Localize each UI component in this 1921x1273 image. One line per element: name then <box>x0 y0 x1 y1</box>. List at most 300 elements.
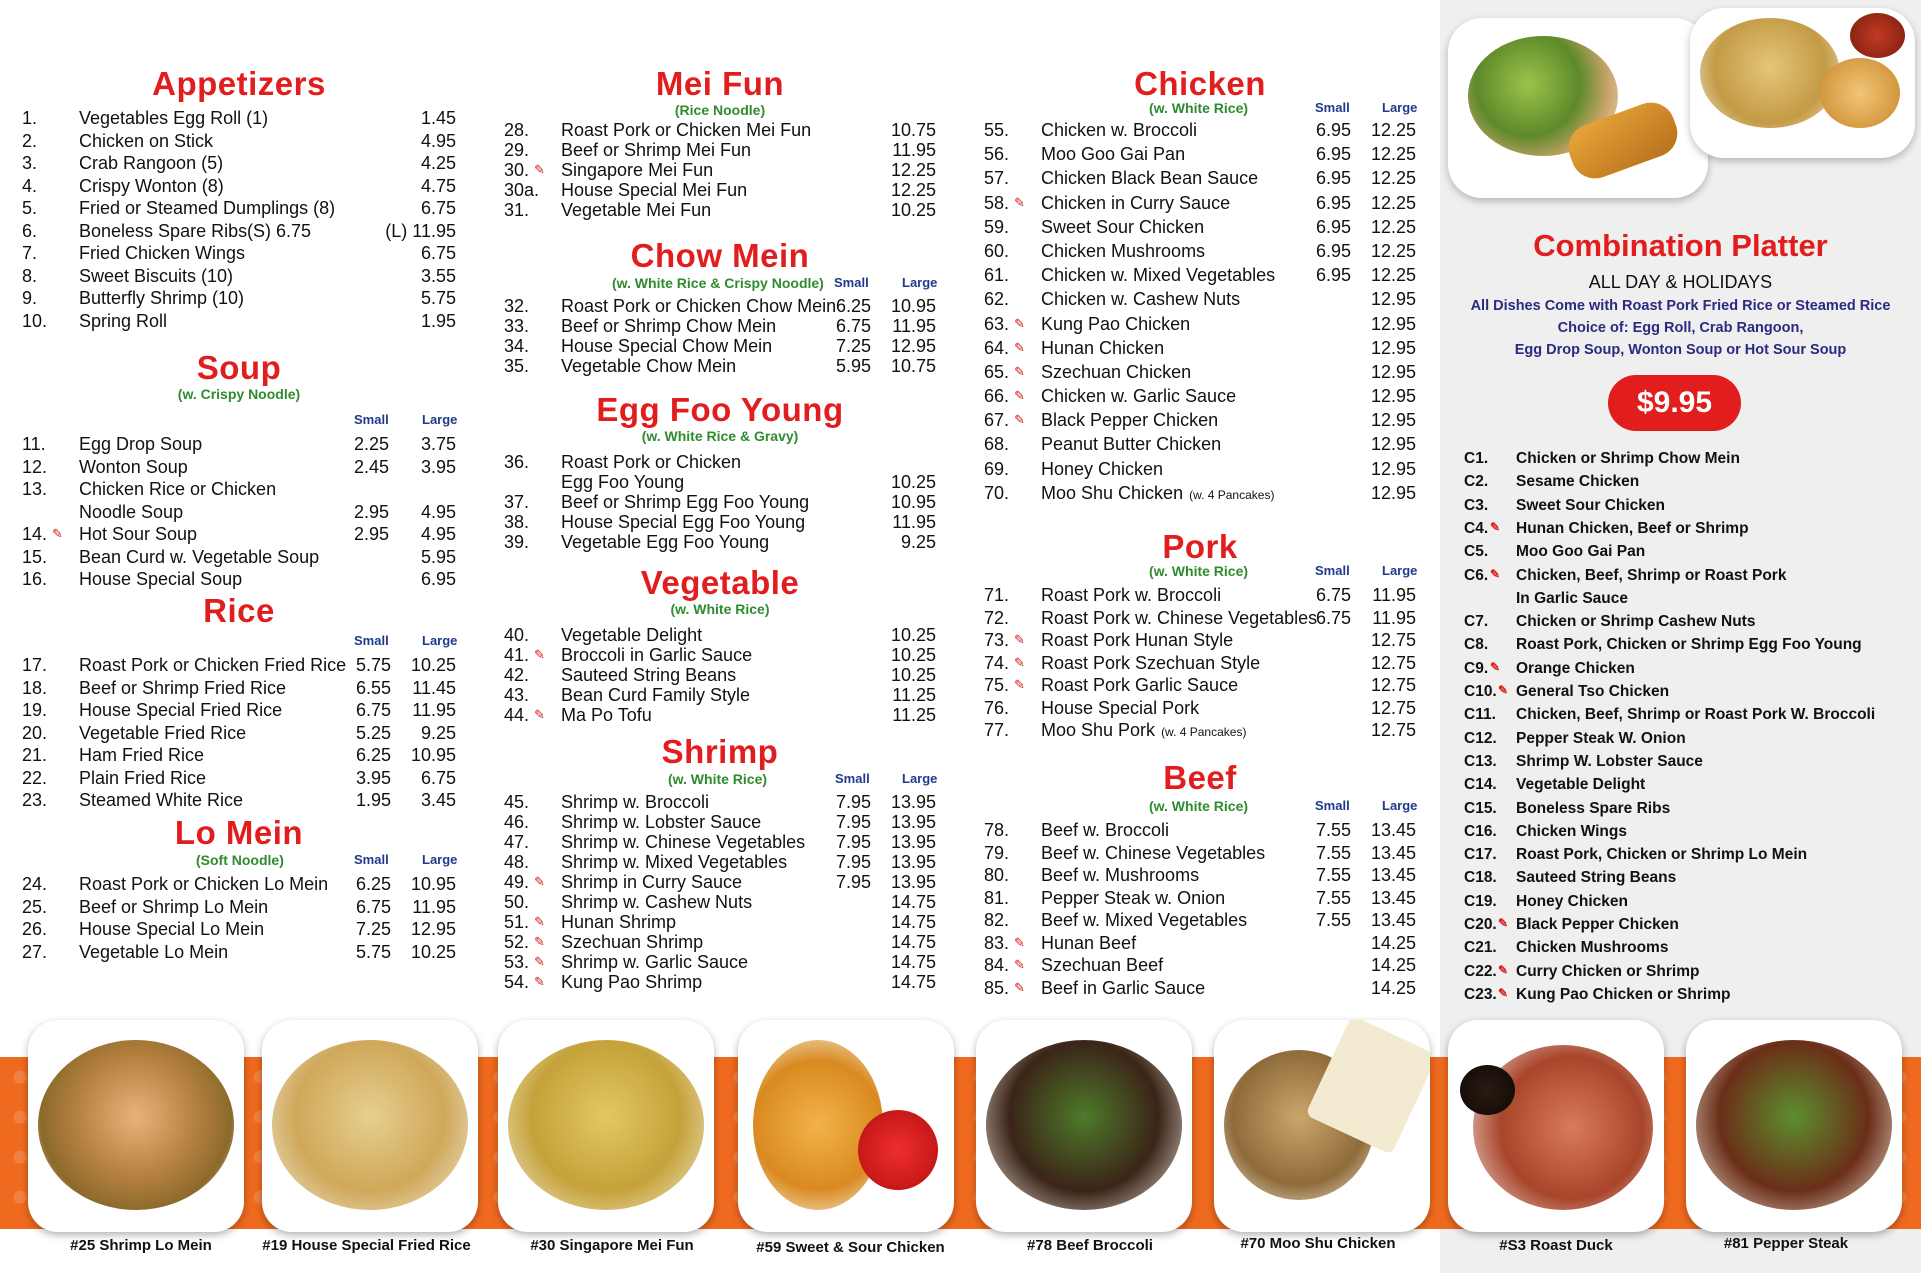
price-small: 6.95 <box>1316 216 1352 237</box>
item-name: Hunan Beef <box>1041 932 1137 953</box>
item-number: 80. <box>984 865 1010 885</box>
item-number: 52. <box>504 932 530 952</box>
chili-pepper-icon: ✎ <box>1014 412 1025 428</box>
item-name: Singapore Mei Fun <box>561 160 714 180</box>
item-number: 5. <box>22 198 38 218</box>
menu-item <box>984 909 1416 932</box>
item-number: 82. <box>984 910 1010 930</box>
menu-item <box>22 523 456 546</box>
price-small: 7.55 <box>1316 842 1352 863</box>
combo-name: General Tso Chicken <box>1516 683 1670 700</box>
large-label: Large <box>1382 798 1418 813</box>
menu-item <box>984 384 1416 408</box>
menu-item <box>504 792 936 812</box>
section-soup <box>22 350 456 591</box>
price-large: 12.95 <box>1370 337 1416 358</box>
menu-item <box>984 697 1416 720</box>
price-large: 12.25 <box>1370 144 1416 165</box>
item-name: Chicken Mushrooms <box>1041 240 1206 261</box>
item-number: 57. <box>984 168 1010 189</box>
menu-item <box>984 932 1416 955</box>
price-large: 10.75 <box>890 120 936 140</box>
item-number: 75. <box>984 675 1010 695</box>
price-large: 1.45 <box>420 108 456 128</box>
price-large: 10.25 <box>890 625 936 645</box>
size-header <box>22 633 456 648</box>
combo-name: Chicken or Shrimp Chow Mein <box>1516 450 1740 467</box>
item-name: Crab Rangoon (5) <box>79 153 224 173</box>
price-large: 10.25 <box>890 472 936 492</box>
item-number: 26. <box>22 919 48 939</box>
price-small: 6.75 <box>1316 585 1352 605</box>
combo-note-2: Choice of: Egg Roll, Crab Rangoon, <box>1557 320 1804 336</box>
item-name: Szechuan Shrimp <box>561 932 704 952</box>
menu-item <box>22 568 456 591</box>
item-number: 11. <box>22 434 46 454</box>
menu-item <box>504 316 936 336</box>
combo-code: C21. <box>1464 939 1497 957</box>
price-large: 14.75 <box>890 892 936 912</box>
photo-moo-shu-chicken <box>1214 1020 1430 1232</box>
chili-pepper-icon: ✎ <box>52 526 63 541</box>
menu-item <box>504 972 936 992</box>
price-large: 13.45 <box>1370 820 1416 840</box>
combo-name: Kung Pao Chicken or Shrimp <box>1516 985 1731 1003</box>
item-number: 20. <box>22 722 48 743</box>
price-small: 6.95 <box>1316 120 1352 140</box>
price-large: 3.75 <box>420 434 456 454</box>
item-list <box>984 584 1416 742</box>
price-small: 7.55 <box>1316 865 1352 885</box>
combo-name: Hunan Chicken, Beef or Shrimp <box>1516 519 1749 537</box>
price-large: 12.95 <box>1370 313 1416 334</box>
price-large: 12.95 <box>1370 386 1416 407</box>
section-title: Chicken <box>1134 65 1266 102</box>
price-small: 7.95 <box>836 832 872 852</box>
item-number: 66. <box>984 386 1010 407</box>
item-name: Kung Pao Chicken <box>1041 313 1191 334</box>
food-sweet-sour-sauce <box>858 1110 938 1190</box>
menu-item <box>984 954 1416 977</box>
section-subtitle: (w. White Rice & Gravy) <box>641 428 799 444</box>
combo-name: Pepper Steak W. Onion <box>1516 729 1686 747</box>
menu-item <box>984 584 1416 607</box>
menu-item <box>984 652 1416 675</box>
menu-item <box>22 918 456 941</box>
price-small: 2.95 <box>354 501 390 522</box>
menu-item <box>504 705 936 725</box>
price-large: 5.95 <box>420 546 456 567</box>
price-large: 6.75 <box>420 243 456 263</box>
price-large: 12.75 <box>1370 720 1416 740</box>
price-large: 14.75 <box>890 932 936 952</box>
price-small: 6.25 <box>356 874 392 894</box>
item-name: Chicken w. Cashew Nuts <box>1041 289 1241 310</box>
menu-item <box>504 932 936 952</box>
item-number: 74. <box>984 652 1010 673</box>
item-number: 25. <box>22 896 48 917</box>
price-small: 6.95 <box>1316 144 1352 165</box>
item-name: Fried or Steamed Dumplings (8) <box>79 198 336 218</box>
price-small: 2.95 <box>354 524 390 544</box>
item-name: Egg Foo Young <box>561 472 685 492</box>
item-number: 35. <box>504 356 530 376</box>
price-large: 4.95 <box>420 130 456 151</box>
item-number: 8. <box>22 265 38 286</box>
menu-item <box>504 180 936 200</box>
price-small: 6.95 <box>1316 192 1352 213</box>
price-small: 6.25 <box>836 296 872 316</box>
item-name: Ma Po Tofu <box>561 705 652 725</box>
menu-item <box>22 152 456 175</box>
price-large: 10.25 <box>410 655 456 675</box>
item-name: Roast Pork or Chicken <box>561 452 742 472</box>
price-large: 13.45 <box>1370 865 1416 885</box>
item-name: Fried Chicken Wings <box>79 243 246 263</box>
price-large: 10.95 <box>890 296 936 316</box>
chili-pepper-icon: ✎ <box>1014 934 1025 950</box>
combo-code: C10. <box>1464 683 1497 700</box>
item-name: Broccoli in Garlic Sauce <box>561 645 753 665</box>
price-small: 6.75 <box>356 896 392 917</box>
combo-code: C15. <box>1464 799 1497 817</box>
item-number: 17. <box>22 655 48 675</box>
chili-pepper-icon: ✎ <box>1014 979 1025 995</box>
item-list <box>504 120 936 220</box>
price-large: 12.95 <box>410 919 456 939</box>
item-name: House Special Chow Mein <box>561 336 773 356</box>
size-header <box>22 412 456 427</box>
price-large: 11.25 <box>892 685 936 705</box>
combo-code: C19. <box>1464 892 1497 910</box>
section-title: Lo Mein <box>174 814 304 851</box>
price-large: 3.95 <box>420 456 456 477</box>
item-number: 63. <box>984 313 1010 334</box>
menu-item <box>22 722 456 745</box>
section-title: Vegetable <box>640 564 800 601</box>
item-list <box>22 873 456 963</box>
item-name: House Special Pork <box>1041 697 1200 718</box>
chili-pepper-icon: ✎ <box>1498 985 1509 1000</box>
price-large: 11.95 <box>892 140 936 160</box>
combo-name: Roast Pork, Chicken or Shrimp Egg Foo Young <box>1516 636 1862 654</box>
combo-code: C8. <box>1464 636 1489 654</box>
menu-item <box>504 812 936 832</box>
item-list <box>984 819 1416 999</box>
item-number: 12. <box>22 456 48 477</box>
item-number: 47. <box>504 832 530 852</box>
menu-item <box>22 242 456 265</box>
item-name-wrap <box>1041 719 1246 744</box>
item-number: 37. <box>504 492 530 512</box>
menu-item <box>984 629 1416 652</box>
large-label: Large <box>422 852 458 867</box>
item-number: 42. <box>504 665 530 685</box>
item-list <box>504 296 936 376</box>
price-large: 14.25 <box>1370 955 1416 975</box>
item-number: 53. <box>504 952 530 972</box>
item-number: 56. <box>984 144 1010 165</box>
price-large: 13.95 <box>890 812 936 832</box>
item-number: 33. <box>504 316 530 336</box>
item-list <box>22 107 456 332</box>
price-small: 6.25 <box>356 745 392 765</box>
pork-subtitle: (w. White Rice) <box>1149 563 1249 579</box>
section-chowmein <box>504 238 936 376</box>
menu-item <box>984 336 1416 360</box>
price-large: 11.95 <box>1372 607 1416 628</box>
item-number: 30. <box>504 160 530 180</box>
item-name: House Special Fried Rice <box>79 700 283 720</box>
price-large: 12.95 <box>1370 410 1416 431</box>
small-label: Small <box>354 633 389 648</box>
combo-name: Roast Pork, Chicken or Shrimp Lo Mein <box>1516 846 1808 864</box>
combo-code: C17. <box>1464 846 1497 864</box>
menu-item <box>504 892 936 912</box>
price-small: 2.25 <box>354 434 390 454</box>
combo-name: Chicken Mushrooms <box>1516 939 1669 957</box>
price-large: 11.95 <box>412 896 456 917</box>
item-name: House Special Egg Foo Young <box>561 512 806 532</box>
caption: #81 Pepper Steak <box>1723 1235 1849 1252</box>
item-number: 40. <box>504 625 530 645</box>
price-small: 6.75 <box>836 316 872 336</box>
price-large: 10.25 <box>890 665 936 685</box>
combo-code: C1. <box>1464 450 1489 467</box>
item-number: 36. <box>504 452 530 472</box>
size-header <box>22 852 456 867</box>
combo-name: Black Pepper Chicken <box>1516 916 1679 933</box>
menu-item <box>984 887 1416 910</box>
item-number: 58. <box>984 192 1010 213</box>
combo-code: C12. <box>1464 729 1497 747</box>
item-number: 18. <box>22 677 48 698</box>
item-name: Roast Pork Garlic Sauce <box>1041 675 1239 695</box>
section-meifun <box>504 66 936 220</box>
section-rice <box>22 593 456 812</box>
item-name: Shrimp in Curry Sauce <box>561 872 743 892</box>
food-singapore-mei-fun <box>508 1040 704 1210</box>
price-large: 12.25 <box>1370 192 1416 213</box>
chili-pepper-icon: ✎ <box>534 974 545 989</box>
price-small: 7.55 <box>1316 820 1352 840</box>
menu-item <box>504 852 936 872</box>
menu-item <box>22 130 456 153</box>
section-appetizers <box>22 66 456 332</box>
item-name: Kung Pao Shrimp <box>561 972 703 992</box>
combo-name: Chicken, Beef, Shrimp or Roast Pork <box>1516 566 1787 584</box>
caption: #59 Sweet & Sour Chicken <box>756 1239 945 1256</box>
section-lomein <box>22 815 456 963</box>
price-small: 7.95 <box>836 852 872 872</box>
menu-item <box>22 107 456 130</box>
menu-item <box>22 699 456 722</box>
section-subtitle: (Rice Noodle) <box>674 102 766 118</box>
price-small: 6.95 <box>1316 168 1352 189</box>
caption: #S3 Roast Duck <box>1499 1237 1613 1254</box>
menu-item <box>984 607 1416 630</box>
item-number: 16. <box>22 569 48 589</box>
price-large: 12.25 <box>1370 240 1416 261</box>
item-number: 65. <box>984 361 1010 382</box>
item-number: 39. <box>504 532 530 552</box>
item-number: 59. <box>984 216 1010 237</box>
item-number: 43. <box>504 685 530 705</box>
small-label: Small <box>1315 100 1350 115</box>
price-badge: $9.95 <box>1608 375 1741 431</box>
chili-pepper-icon: ✎ <box>1490 659 1501 674</box>
menu-item <box>22 546 456 569</box>
item-name: Roast Pork w. Broccoli <box>1041 585 1222 605</box>
item-number: 44. <box>504 705 530 725</box>
menu-item <box>22 677 456 700</box>
section-title: Rice <box>203 592 275 629</box>
combo-code: C16. <box>1464 822 1497 840</box>
photo-sweet-sour-chicken <box>738 1020 954 1232</box>
chili-pepper-icon: ✎ <box>1014 315 1025 331</box>
price-large: 13.95 <box>890 872 936 892</box>
menu-item <box>22 265 456 288</box>
combo-code: C18. <box>1464 869 1497 887</box>
chili-pepper-icon: ✎ <box>1014 339 1025 355</box>
price-large: 9.25 <box>900 532 936 552</box>
item-name: Chicken Rice or Chicken <box>79 479 277 499</box>
chili-pepper-icon: ✎ <box>534 954 545 969</box>
chili-pepper-icon: ✎ <box>1014 363 1025 379</box>
photo-shrimp-lo-mein <box>28 1020 244 1232</box>
caption: #30 Singapore Mei Fun <box>530 1237 694 1254</box>
item-number: 78. <box>984 820 1010 840</box>
price-large: 4.75 <box>420 175 456 196</box>
item-number: 4. <box>22 175 38 196</box>
item-name: Chicken on Stick <box>79 130 214 151</box>
price-small: 6.55 <box>356 677 392 698</box>
price-large: 11.95 <box>412 700 456 720</box>
combo-code: C3. <box>1464 496 1489 514</box>
price-small: 7.25 <box>356 919 392 939</box>
caption: #78 Beef Broccoli <box>1027 1237 1153 1254</box>
menu-item <box>504 140 936 160</box>
section-eggfoo <box>504 392 936 552</box>
price-large: 14.75 <box>890 912 936 932</box>
price-large: 14.75 <box>890 952 936 972</box>
price-large: 12.95 <box>890 336 936 356</box>
item-name: House Special Mei Fun <box>561 180 748 200</box>
menu-item <box>504 872 936 892</box>
item-number: 49. <box>504 872 530 892</box>
item-name: Vegetables Egg Roll (1) <box>79 108 269 128</box>
menu-item <box>504 912 936 932</box>
menu-item <box>984 819 1416 842</box>
menu-item <box>22 744 456 767</box>
item-number: 27. <box>22 941 48 962</box>
price-large: 6.75 <box>420 198 456 218</box>
item-name: Moo Shu Pork <box>1041 720 1156 740</box>
item-note: (w. 4 Pancakes) <box>1161 725 1247 739</box>
food-crab-rangoon <box>1820 58 1900 128</box>
price-large: 12.25 <box>1370 216 1416 237</box>
chili-pepper-icon: ✎ <box>1014 388 1025 404</box>
item-number: 83. <box>984 932 1010 953</box>
price-large: 11.95 <box>892 512 936 532</box>
item-number: 15. <box>22 546 48 567</box>
price-large: 4.95 <box>420 501 456 522</box>
item-number: 19. <box>22 700 48 720</box>
price-small: 7.95 <box>836 792 872 812</box>
price-large: 12.75 <box>1370 652 1416 673</box>
item-name: Beef w. Mushrooms <box>1041 865 1200 885</box>
chili-pepper-icon: ✎ <box>1014 677 1025 692</box>
size-header <box>984 563 1416 578</box>
section-title: Egg Foo Young <box>596 391 844 428</box>
menu-item <box>984 142 1416 166</box>
price-large: 12.95 <box>1370 434 1416 455</box>
item-number: 32. <box>504 296 530 316</box>
beef-subtitle: (w. White Rice) <box>1149 798 1249 814</box>
combo-name: Sweet Sour Chicken <box>1516 496 1666 514</box>
item-name: Butterfly Shrimp (10) <box>79 288 245 308</box>
section-beef <box>984 760 1416 999</box>
item-number: 1. <box>22 108 38 128</box>
combo-code: C7. <box>1464 613 1489 631</box>
menu-item <box>22 941 456 964</box>
small-label: Small <box>835 771 870 786</box>
item-number: 22. <box>22 767 48 788</box>
food-photo-combo-left <box>1448 18 1708 198</box>
item-number: 50. <box>504 892 530 912</box>
combo-name: Boneless Spare Ribs <box>1516 799 1671 817</box>
item-name: Roast Pork or Chicken Mei Fun <box>561 120 812 140</box>
food-photo-combo-right <box>1690 8 1915 158</box>
section-pork <box>984 529 1416 742</box>
item-name: Roast Pork w. Chinese Vegetables <box>1041 607 1318 628</box>
item-number: 7. <box>22 243 38 263</box>
item-name: Vegetable Chow Mein <box>561 356 737 376</box>
menu-item <box>984 977 1416 1000</box>
price-large: 10.75 <box>890 356 936 376</box>
section-subtitle: (w. White Rice) <box>670 601 770 617</box>
item-name: Hunan Chicken <box>1041 337 1165 358</box>
section-chicken <box>984 66 1416 505</box>
menu-item <box>504 512 936 532</box>
small-label: Small <box>1315 798 1350 813</box>
combo-name: Chicken or Shrimp Cashew Nuts <box>1516 613 1756 631</box>
section-title: Shrimp <box>661 733 779 770</box>
photo-singapore-mei-fun <box>498 1020 714 1232</box>
item-name: Egg Drop Soup <box>79 434 203 454</box>
section-vegetable <box>504 565 936 725</box>
chili-pepper-icon: ✎ <box>1014 194 1025 210</box>
chili-pepper-icon: ✎ <box>534 914 545 929</box>
caption: #70 Moo Shu Chicken <box>1240 1235 1396 1252</box>
price-large: 11.95 <box>892 316 936 336</box>
item-name: Black Pepper Chicken <box>1041 410 1219 431</box>
item-name: Ham Fried Rice <box>79 745 205 765</box>
menu-item <box>22 654 456 677</box>
item-name: Chicken w. Garlic Sauce <box>1041 386 1237 407</box>
menu-item <box>504 336 936 356</box>
combo-code: C9. <box>1464 659 1489 677</box>
small-label: Small <box>354 412 389 427</box>
small-label: Small <box>834 275 869 290</box>
menu-item <box>22 197 456 220</box>
price-large: 14.25 <box>1370 932 1416 953</box>
food-duck-sauce <box>1460 1065 1515 1115</box>
item-number: 85. <box>984 977 1010 998</box>
item-name: Szechuan Chicken <box>1041 361 1192 382</box>
item-number: 69. <box>984 458 1010 479</box>
price-small: 7.25 <box>836 336 872 356</box>
